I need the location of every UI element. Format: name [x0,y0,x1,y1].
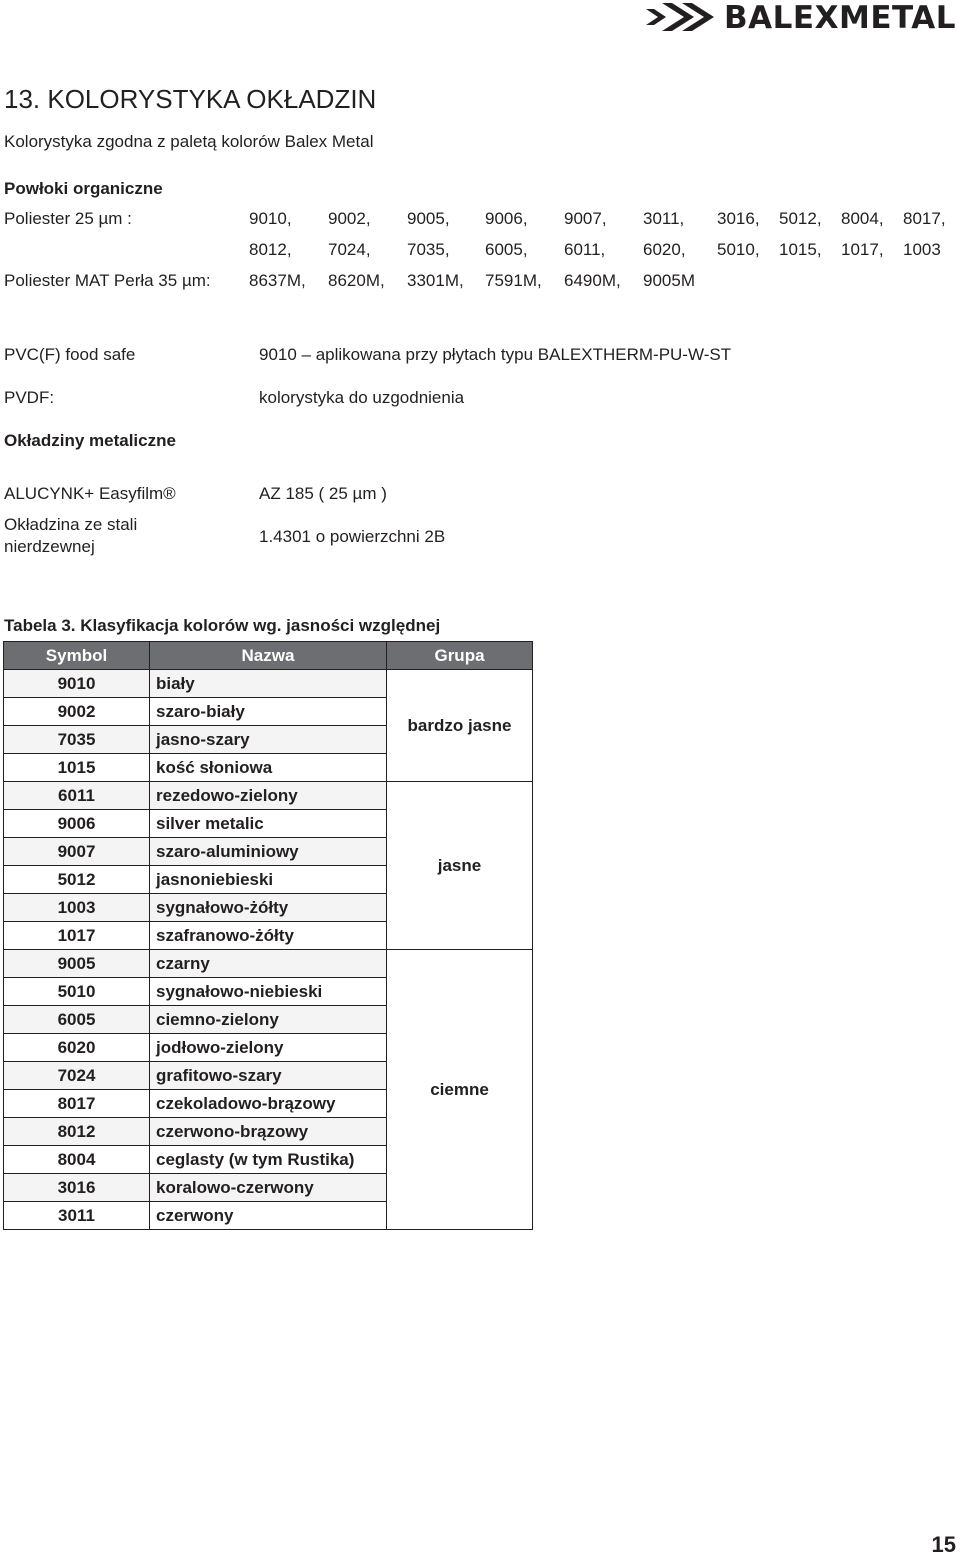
color-code: 7035, [407,240,450,259]
cell-name: koralowo-czerwony [150,1174,387,1202]
cell-symbol: 3016 [4,1174,150,1202]
table-row [4,670,533,698]
color-code: 9010, [249,209,292,228]
color-code: 9005, [407,209,450,228]
metal-claddings-heading: Okładziny metaliczne [4,431,176,450]
cell-symbol: 8012 [4,1118,150,1146]
cell-symbol: 8004 [4,1146,150,1174]
color-code: 6020, [643,240,686,259]
color-code: 6011, [564,240,606,259]
cell-name: rezedowo-zielony [150,782,387,810]
color-code: 8017, [903,209,946,228]
cell-name: sygnałowo-niebieski [150,978,387,1006]
pvcf-label: PVC(F) food safe [4,345,136,364]
cell-group-light: jasne [387,782,533,950]
logo-text: BALEXMETAL [724,0,956,36]
cell-symbol: 7035 [4,726,150,754]
pvdf-label: PVDF: [4,388,55,407]
table-header-row [4,642,533,670]
poliester-label: Poliester 25 µm : [4,209,132,228]
stainless-label [4,514,137,558]
cell-name: czekoladowo-brązowy [150,1090,387,1118]
color-code: 8637M, [249,271,306,290]
cell-symbol: 1017 [4,922,150,950]
cell-name: szafranowo-żółty [150,922,387,950]
color-code: 8004, [841,209,884,228]
color-code: 9006, [485,209,528,228]
color-code: 1003 [903,240,941,259]
color-classification-table [3,641,533,1230]
cell-symbol: 6011 [4,782,150,810]
pvcf-value: 9010 – aplikowana przy płytach typu BALEXTHERM-PU-W-ST [259,345,732,364]
cell-name: jasno-szary [150,726,387,754]
poliester-mat-label: Poliester MAT Perła 35 µm: [4,271,211,290]
cell-name: szaro-biały [150,698,387,726]
color-code: 3301M, [407,271,464,290]
pvdf-value: kolorystyka do uzgodnienia [259,388,465,407]
color-code: 5010, [717,240,760,259]
page-title: 13. KOLORYSTYKA OKŁADZIN [4,84,377,114]
table-caption: Tabela 3. Klasyfikacja kolorów wg. jasności względnej [4,616,441,635]
cell-name: ciemno-zielony [150,1006,387,1034]
alucynk-value: AZ 185 ( 25 µm ) [259,484,387,503]
cell-symbol: 1003 [4,894,150,922]
cell-symbol: 6020 [4,1034,150,1062]
cell-symbol: 7024 [4,1062,150,1090]
color-code: 8620M, [328,271,385,290]
page-subtitle: Kolorystyka zgodna z paletą kolorów Balex Metal [4,132,374,151]
color-code: 9002, [328,209,371,228]
header-group: Grupa [387,642,533,670]
cell-symbol: 5010 [4,978,150,1006]
cell-symbol: 9002 [4,698,150,726]
table-row [4,782,533,810]
cell-symbol: 9006 [4,810,150,838]
color-code: 1017, [841,240,884,259]
color-code: 8012, [249,240,292,259]
color-code: 6005, [485,240,528,259]
header-name: Nazwa [150,642,387,670]
cell-group-very-light: bardzo jasne [387,670,533,782]
cell-name: czerwono-brązowy [150,1118,387,1146]
cell-name: grafitowo-szary [150,1062,387,1090]
cell-group-dark: ciemne [387,950,533,1230]
table-row [4,950,533,978]
header-symbol: Symbol [4,642,150,670]
cell-name: szaro-aluminiowy [150,838,387,866]
alucynk-label: ALUCYNK+ Easyfilm® [4,484,176,503]
color-code: 1015, [779,240,822,259]
cell-name: czarny [150,950,387,978]
cell-name: czerwony [150,1202,387,1230]
cell-name: silver metalic [150,810,387,838]
color-code: 7024, [328,240,371,259]
stainless-value: 1.4301 o powierzchni 2B [259,527,446,546]
cell-symbol: 6005 [4,1006,150,1034]
color-code: 3016, [717,209,760,228]
cell-symbol: 9010 [4,670,150,698]
cell-symbol: 9007 [4,838,150,866]
cell-name: sygnałowo-żółty [150,894,387,922]
color-code: 7591M, [485,271,542,290]
page-number: 15 [931,1532,956,1557]
balexmetal-logo [644,0,956,36]
cell-name: biały [150,670,387,698]
cell-name: ceglasty (w tym Rustika) [150,1146,387,1174]
color-code: 9007, [564,209,607,228]
cell-symbol: 8017 [4,1090,150,1118]
color-code: 9005M [643,271,695,290]
cell-name: jasnoniebieski [150,866,387,894]
organic-coatings-heading: Powłoki organiczne [4,179,163,198]
logo-mark-icon [644,3,718,33]
cell-symbol: 1015 [4,754,150,782]
cell-symbol: 3011 [4,1202,150,1230]
cell-name: kość słoniowa [150,754,387,782]
color-code: 5012, [779,209,822,228]
cell-name: jodłowo-zielony [150,1034,387,1062]
cell-symbol: 5012 [4,866,150,894]
color-code: 3011, [643,209,685,228]
stainless-label-line-2: nierdzewnej [4,537,95,556]
cell-symbol: 9005 [4,950,150,978]
color-code: 6490M, [564,271,621,290]
stainless-label-line-1: Okładzina ze stali [4,515,138,534]
